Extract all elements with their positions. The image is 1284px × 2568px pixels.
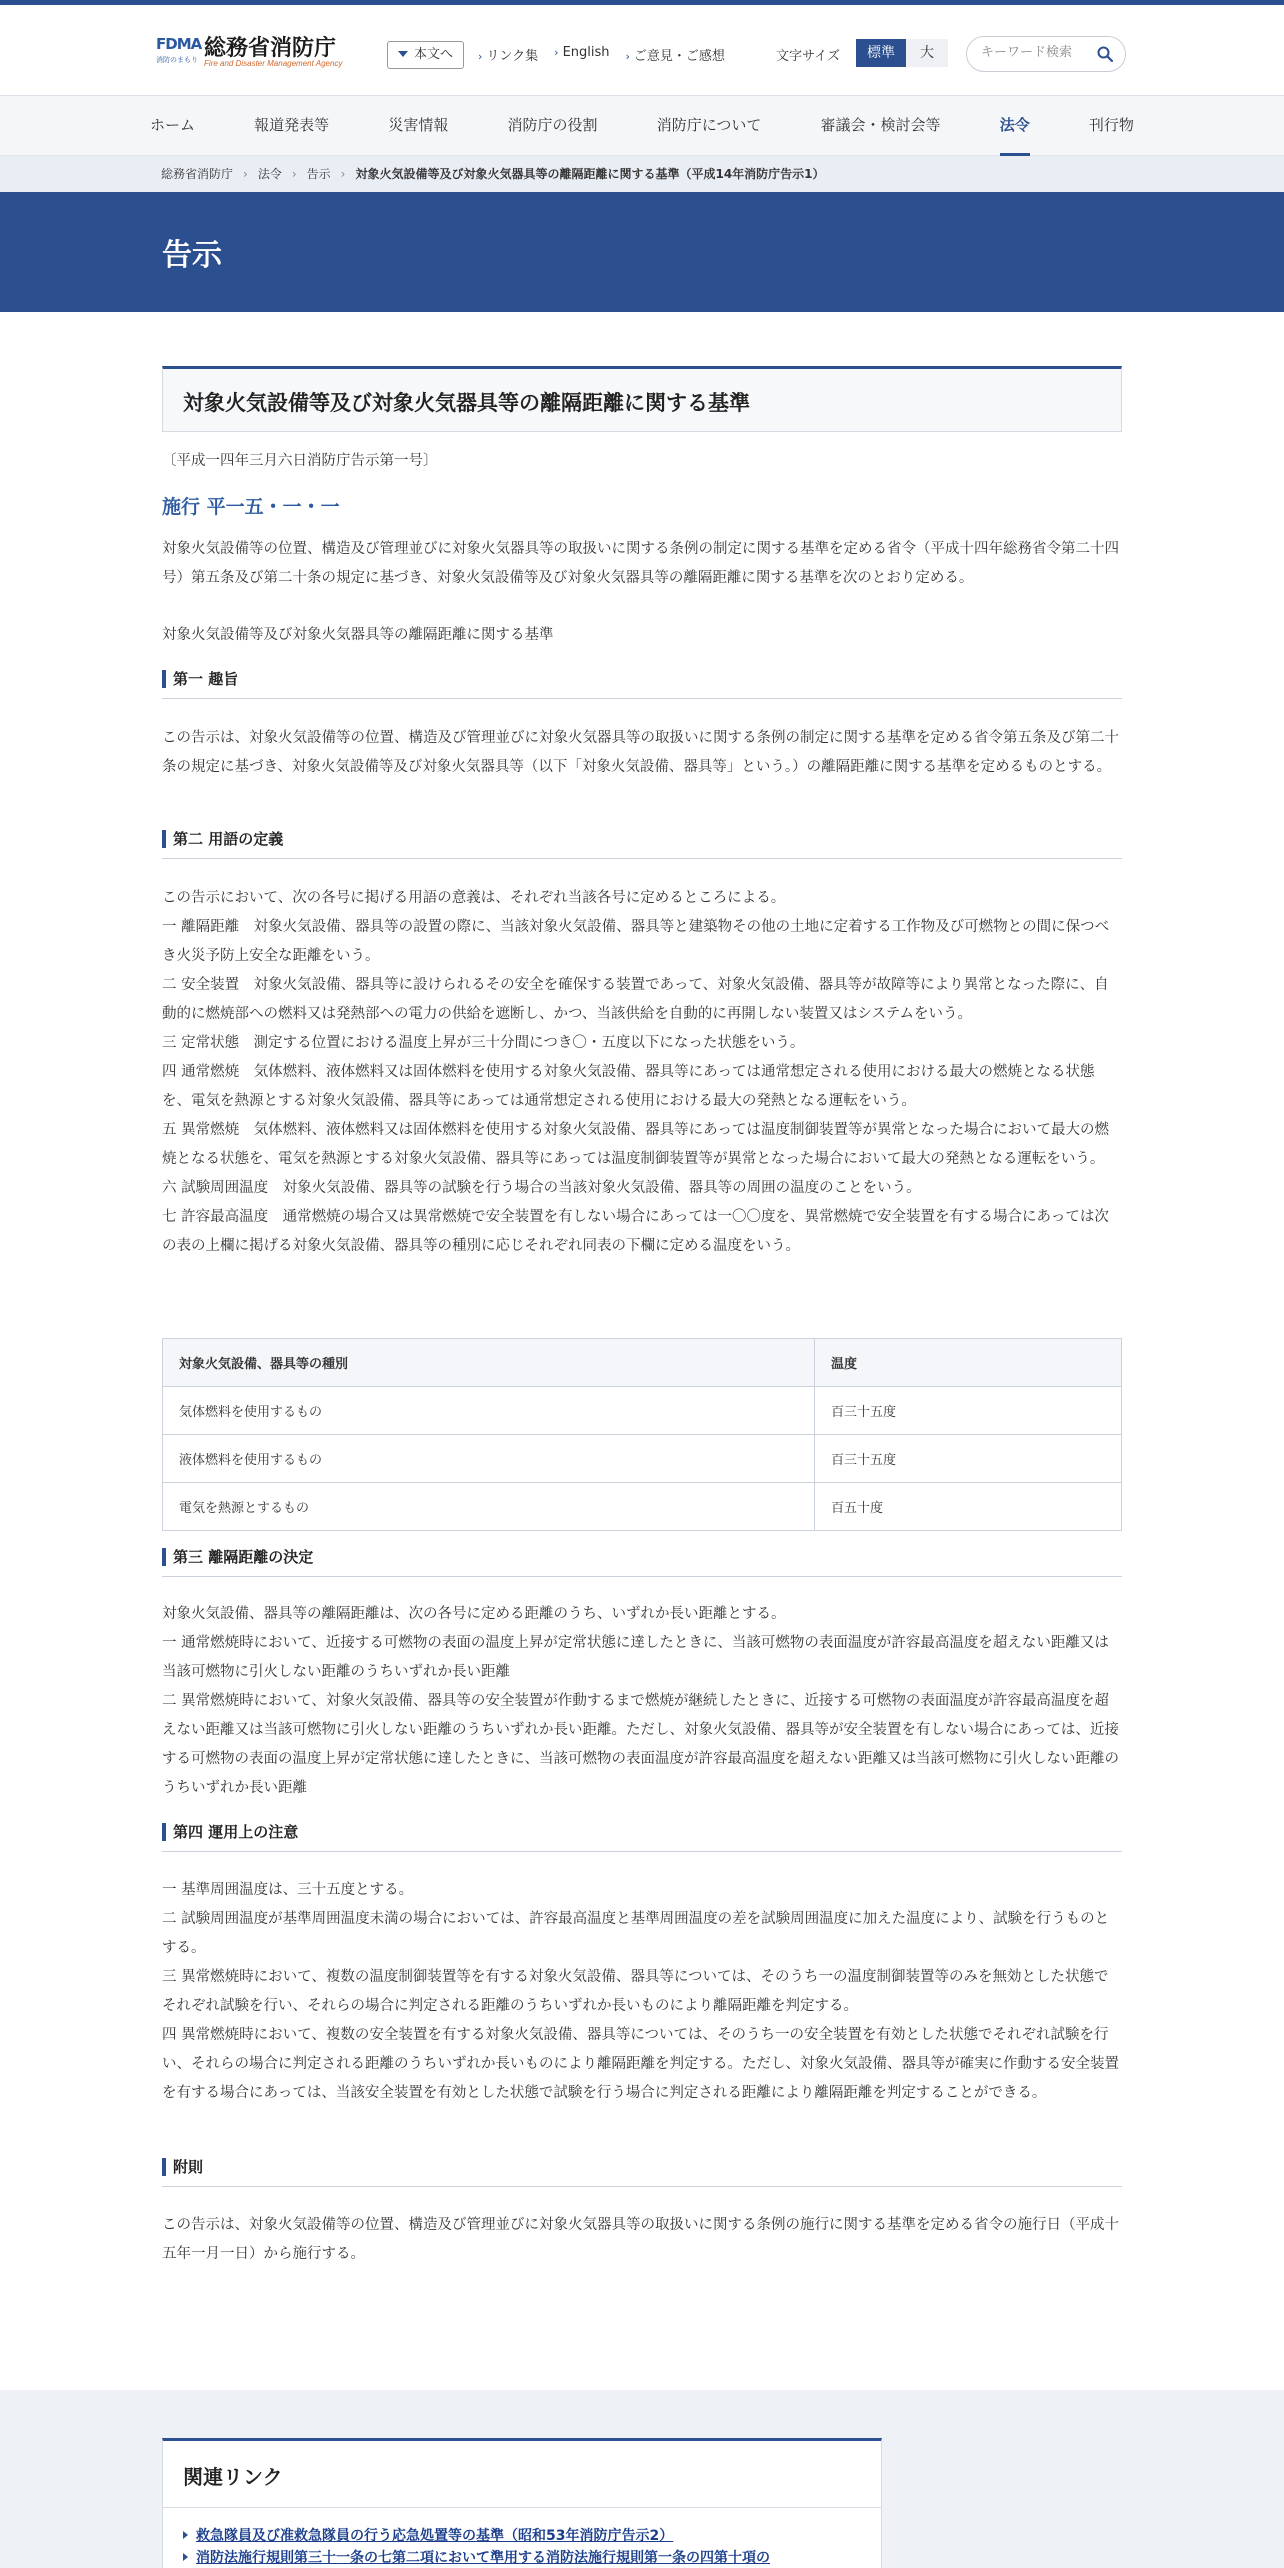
nav-item-role[interactable]: 消防庁の役割 [507,116,598,134]
related-link[interactable]: 救急隊員及び准救急隊員の行う応急処置等の基準（昭和53年消防庁告示2） [183,2525,861,2547]
nav-item-about[interactable]: 消防庁について [656,116,762,134]
article-title-box [162,366,1122,432]
related-links-box [162,2438,882,2568]
page-title: 告示 [162,238,222,273]
list-item: 五 異常燃焼 気体燃料、液体燃料又は固体燃料を使用する対象火気設備、器具等にあっては温度制御装置等が異常となった場合において最大の燃焼となる状態を、電気を熱源とする対象火気設備、器具等にあっては温度制御装置等が異常となった場合において最大の発熱となる運転をいう。 [162,1122,1109,1167]
list-item: 二 異常燃焼時において、対象火気設備、器具等の安全装置が作動するまで燃焼が継続したときに、近接する可燃物の表面温度が許容最高温度を超えない距離又は当該可燃物に引火しない距離のうちいずれか長い距離。ただし、対象火気設備、器具等が安全装置を有しない場合にあっては、近接する可燃物の表面の温度上昇が定常状態に達したときに、当該可燃物の表面温度が許容最高温度を超えない距離又は当該可燃物に引火しない距離のうちいずれか長い距離 [162,1693,1119,1796]
list-item: 二 安全装置 対象火気設備、器具等に設けられるその安全を確保する装置であって、対象火気設備、器具等が故障等により異常となった際に、自動的に燃焼部への燃料又は発熱部への電力の供給を遮断し、かつ、当該供給を自動的に再開しない装置又はシステムをいう。 [162,977,1109,1022]
related-link[interactable]: 消防法施行規則第三十一条の七第二項において準用する消防法施行規則第一条の四第十項の [183,2547,861,2568]
list-item: 四 異常燃焼時において、複数の安全装置を有する対象火気設備、器具等については、そのうち一の安全装置を有効とした状態でそれぞれ試験を行い、それらの場合に判定される距離のうちいずれか長いものにより離隔距離を判定する。ただし、対象火気設備、器具等が確実に作動する安全装置を有する場合にあっては、当該安全装置を有効とした状態で試験を行う場合に判定される距離により離隔距離を判定することができる。 [162,2027,1119,2101]
global-nav [0,96,1284,156]
section-heading-purpose: 第一 趣旨 [162,669,1122,699]
logo-fdma: FDMA [156,35,202,53]
chevron-right-icon: › [291,167,297,181]
skip-label: 本文へ [414,47,454,62]
table-row [163,1483,1122,1531]
logo-fdma-sub: 消防のまもり [156,56,198,64]
intro-standard-name: 対象火気設備等及び対象火気器具等の離隔距離に関する基準 [162,627,554,643]
table-cell: 百三十五度 [815,1435,1122,1483]
table-header: 温度 [815,1339,1122,1387]
definitions-lead: この告示において、次の各号に掲げる用語の意義は、それぞれ当該各号に定めるところによる。 [162,890,786,906]
chevron-right-icon: › [340,167,346,181]
section-heading-notes: 第四 運用上の注意 [162,1822,1122,1852]
list-item: 三 異常燃焼時において、複数の温度制御装置等を有する対象火気設備、器具等については、そのうち一の温度制御装置等のみを無効とした状態でそれぞれ試験を行い、それらの場合に判定される距離のうちいずれか長いものにより離隔距離を判定する。 [162,1969,1109,2014]
list-item: 四 通常燃焼 気体燃料、液体燃料又は固体燃料を使用する対象火気設備、器具等にあっては通常想定される使用における最大の燃焼となる状態を、電気を熱源とする対象火気設備、器具等にあっては通常想定される使用における最大の発熱となる運転をいう。 [162,1064,1095,1109]
definitions-list [162,884,1122,1261]
list-item: 二 試験周囲温度が基準周囲温度未満の場合においては、許容最高温度と基準周囲温度の差を試験周囲温度に加えた温度により、試験を行うものとする。 [162,1911,1110,1956]
nav-item-disaster[interactable]: 災害情報 [388,116,449,134]
section-heading-supplementary: 附則 [162,2157,1122,2187]
article-title: 対象火気設備等及び対象火気器具等の離隔距離に関する基準 [183,391,750,415]
breadcrumb-link-notices[interactable]: 告示 [306,167,331,181]
section-heading-definitions: 第二 用語の定義 [162,829,1122,859]
logo-title: 総務省消防庁 [204,36,337,61]
notice-number: 〔平成一四年三月六日消防庁告示第一号〕 [162,453,438,469]
triangle-right-icon [183,2531,188,2539]
table-cell: 電気を熱源とするもの [163,1483,815,1531]
breadcrumb-current: 対象火気設備等及び対象火気器具等の離隔距離に関する基準（平成14年消防庁告示1） [355,167,825,181]
table-cell: 液体燃料を使用するもの [163,1435,815,1483]
font-size-standard-button[interactable]: 標準 [856,39,906,67]
effective-date: 施行 平一五・一・一 [162,496,340,518]
list-item: 六 試験周囲温度 対象火気設備、器具等の試験を行う場合の当該対象火気設備、器具等の周囲の温度のことをいう。 [162,1180,921,1196]
table-row [163,1387,1122,1435]
util-link-feedback[interactable]: › ご意見・ご感想 [625,49,725,64]
chevron-right-icon: › [478,50,483,63]
logo-english: Fire and Disaster Management Agency [204,59,343,68]
table-cell: 百三十五度 [815,1387,1122,1435]
search-icon[interactable] [1097,46,1113,62]
nav-item-publications[interactable]: 刊行物 [1088,116,1134,134]
nav-item-laws[interactable]: 法令 [1000,96,1030,156]
notes-list [162,1876,1122,2108]
chevron-right-icon: › [625,50,630,63]
breadcrumb-link-laws[interactable]: 法令 [257,167,282,181]
table-row [163,1435,1122,1483]
list-item: 一 基準周囲温度は、三十五度とする。 [162,1882,414,1898]
font-size-large-button[interactable]: 大 [906,39,948,67]
list-item: 七 許容最高温度 通常燃焼の場合又は異常燃焼で安全装置を有しない場合にあっては一〇〇度を、異常燃焼で安全装置を有する場合にあっては次の表の上欄に掲げる対象火気設備、器具等の種別に応じそれぞれ同表の下欄に定める温度をいう。 [162,1209,1109,1254]
section-text-purpose: この告示は、対象火気設備等の位置、構造及び管理並びに対象火気器具等の取扱いに関する条例の制定に関する基準を定める省令第五条及び第二十条の規定に基づき、対象火気設備等及び対象火気器具等（以下「対象火気設備、器具等」という。）の離隔距離に関する基準を定めるものとする。 [162,730,1119,775]
table-header-row [163,1339,1122,1387]
caret-down-icon [398,51,408,57]
site-header [0,5,1284,96]
nav-item-council[interactable]: 審議会・検討会等 [820,116,941,134]
table-header: 対象火気設備、器具等の種別 [163,1339,815,1387]
section-heading-distance: 第三 離隔距離の決定 [162,1547,1122,1577]
related-links-title: 関連リンク [183,2465,283,2489]
section-text-supplementary: この告示は、対象火気設備等の位置、構造及び管理並びに対象火気器具等の取扱いに関する条例の施行に関する基準を定める省令の施行日（平成十五年一月一日）から施行する。 [162,2217,1119,2262]
temperature-table [162,1338,1122,1531]
chevron-right-icon: › [554,46,559,59]
search-box [966,36,1126,72]
utility-links [478,45,725,64]
list-item: 一 離隔距離 対象火気設備、器具等の設置の際に、当該対象火気設備、器具等と建築物その他の土地に定着する工作物及び可燃物との間に保つべき火災予防上安全な距離をいう。 [162,919,1110,964]
intro-paragraph: 対象火気設備等の位置、構造及び管理並びに対象火気器具等の取扱いに関する条例の制定に関する基準を定める省令（平成十四年総務省令第二十四号）第五条及び第二十条の規定に基づき、対象火気設備等及び対象火気器具等の離隔距離に関する基準を次のとおり定める。 [162,541,1119,586]
page-banner [0,192,1284,312]
breadcrumb [0,156,1284,192]
nav-item-home[interactable]: ホーム [150,116,196,134]
table-cell: 百五十度 [815,1483,1122,1531]
search-input[interactable] [981,45,1093,60]
divider [163,2507,881,2508]
list-item: 一 通常燃焼時において、近接する可燃物の表面の温度上昇が定常状態に達したときに、当該可燃物の表面温度が許容最高温度を超えない距離又は当該可燃物に引火しない距離のうちいずれか長い距離 [162,1635,1109,1680]
breadcrumb-link-home[interactable]: 総務省消防庁 [161,167,234,181]
skip-to-content-button[interactable] [387,41,464,69]
triangle-right-icon [183,2553,188,2561]
distance-lead: 対象火気設備、器具等の離隔距離は、次の各号に定める距離のうち、いずれか長い距離とする。 [162,1606,786,1622]
table-cell: 気体燃料を使用するもの [163,1387,815,1435]
nav-item-press[interactable]: 報道発表等 [254,116,330,134]
util-link-links[interactable]: › リンク集 [478,49,539,64]
util-link-english[interactable]: › English [554,45,610,60]
distance-list [162,1600,1122,1803]
chevron-right-icon: › [243,167,248,181]
font-size-label: 文字サイズ [776,49,840,64]
list-item: 三 定常状態 測定する位置における温度上昇が三十分間につき〇・五度以下になった状態をいう。 [162,1035,805,1051]
